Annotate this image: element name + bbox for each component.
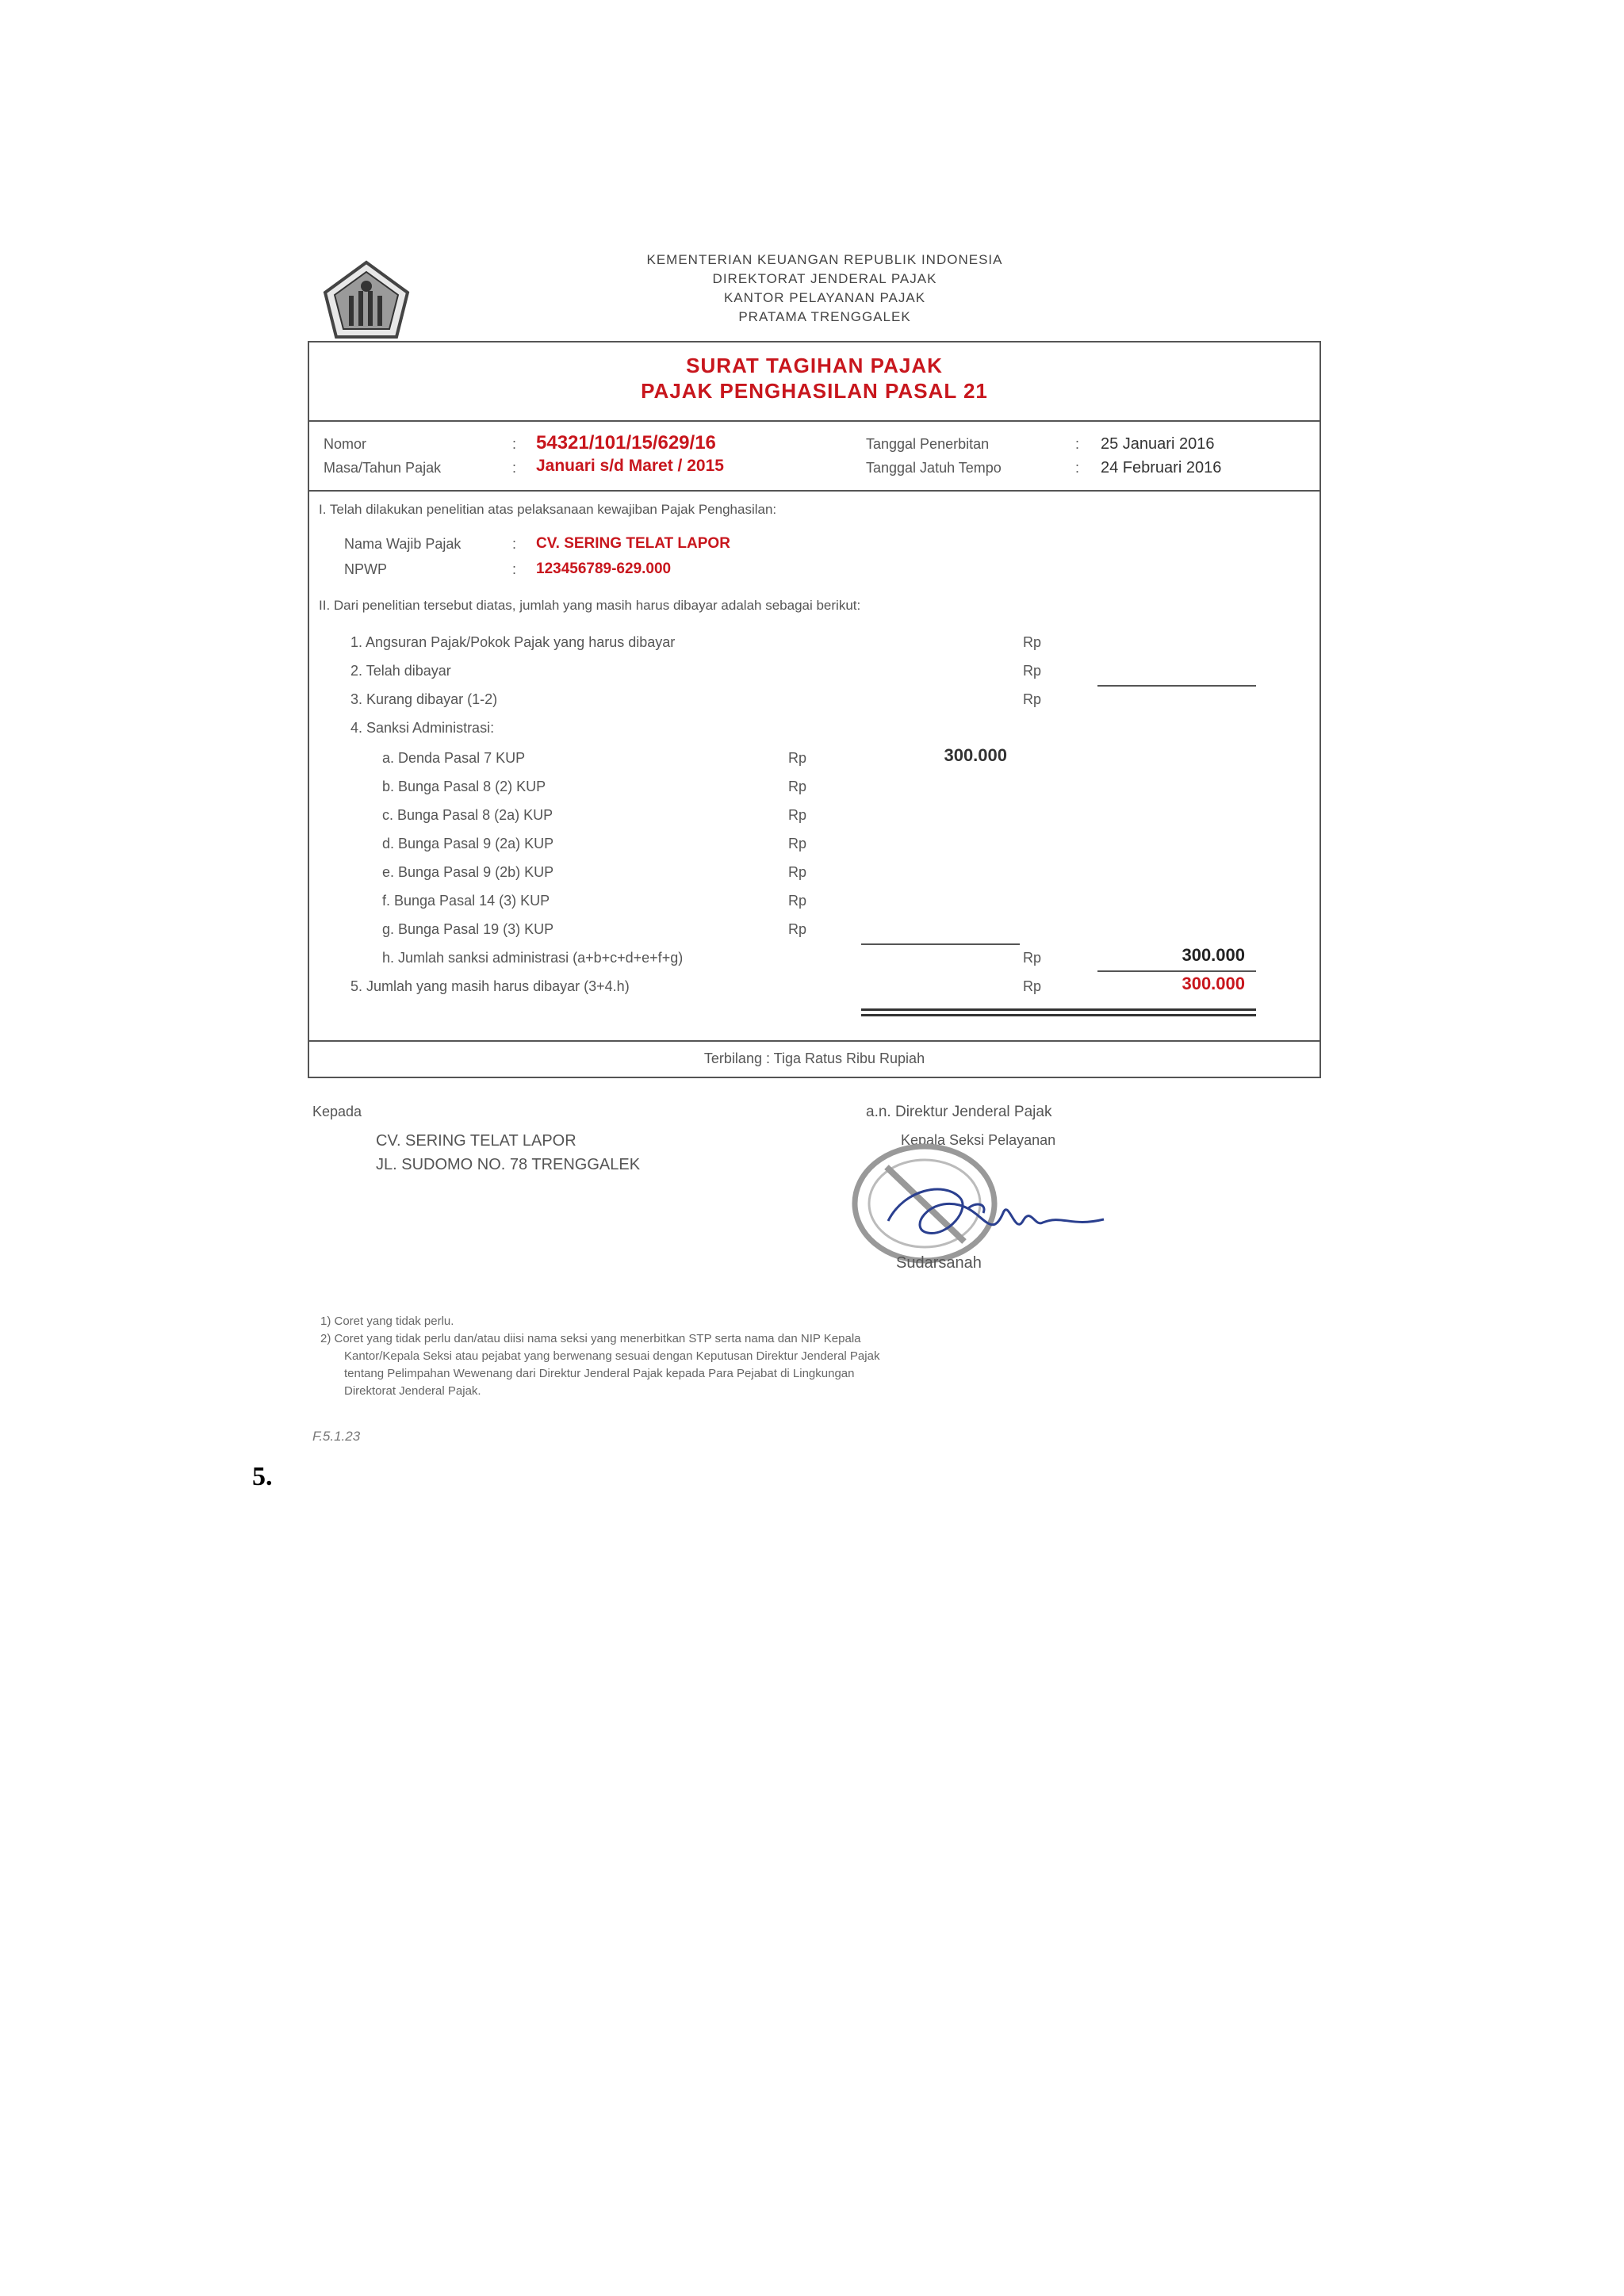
npwp-label: NPWP <box>344 561 387 577</box>
tgl-terbit-value: 25 Januari 2016 <box>1101 435 1215 453</box>
total-bayar-amount: 300.000 <box>1182 974 1245 993</box>
item-2: 2. Telah dibayar <box>350 663 451 679</box>
form-code: F.5.1.23 <box>312 1429 361 1444</box>
tgl-terbit-label: Tanggal Penerbitan <box>866 436 990 452</box>
colon: : <box>1075 436 1080 452</box>
colon: : <box>512 436 517 452</box>
item-4: 4. Sanksi Administrasi: <box>350 720 495 736</box>
currency-label: Rp <box>788 807 807 823</box>
signature-title: Kepala Seksi Pelayanan <box>901 1132 1056 1148</box>
document-title: SURAT TAGIHAN PAJAK <box>686 354 943 377</box>
double-underline <box>861 1014 1256 1016</box>
header-office: KANTOR PELAYANAN PAJAK <box>723 290 926 305</box>
item-4e: e. Bunga Pasal 9 (2b) KUP <box>382 864 554 880</box>
item-4h: h. Jumlah sanksi administrasi (a+b+c+d+e+f+g) <box>382 950 684 966</box>
currency-label: Rp <box>1023 634 1042 650</box>
section-2-intro: II. Dari penelitian tersebut diatas, jumlah yang masih harus dibayar adalah sebagai berikut: <box>319 598 861 613</box>
item-4g: g. Bunga Pasal 19 (3) KUP <box>382 921 554 937</box>
handwritten-signature-icon <box>872 1165 1110 1261</box>
item-4d: d. Bunga Pasal 9 (2a) KUP <box>382 836 554 851</box>
masa-value: Januari s/d Maret / 2015 <box>536 457 724 475</box>
footnote-2-cont: Direktorat Jenderal Pajak. <box>344 1384 481 1398</box>
currency-label: Rp <box>1023 978 1042 994</box>
item-4a: a. Denda Pasal 7 KUP <box>382 750 526 766</box>
signature-authority: a.n. Direktur Jenderal Pajak <box>866 1104 1052 1120</box>
colon: : <box>512 536 517 552</box>
currency-label: Rp <box>788 864 807 880</box>
recipient-name: CV. SERING TELAT LAPOR <box>376 1132 576 1150</box>
nomor-label: Nomor <box>324 436 367 452</box>
currency-label: Rp <box>788 779 807 794</box>
masa-label: Masa/Tahun Pajak <box>324 460 442 476</box>
header-directorate: DIREKTORAT JENDERAL PAJAK <box>712 271 937 286</box>
item-3: 3. Kurang dibayar (1-2) <box>350 691 498 707</box>
colon: : <box>1075 460 1080 476</box>
denda-amount: 300.000 <box>944 745 1007 765</box>
recipient-address: JL. SUDOMO NO. 78 TRENGGALEK <box>376 1156 641 1173</box>
subtotal-line <box>861 943 1020 945</box>
item-4c: c. Bunga Pasal 8 (2a) KUP <box>382 807 553 823</box>
currency-label: Rp <box>788 750 807 766</box>
currency-label: Rp <box>788 893 807 909</box>
divider <box>308 1040 1321 1042</box>
terbilang-text: Terbilang : Tiga Ratus Ribu Rupiah <box>703 1050 925 1066</box>
currency-label: Rp <box>788 921 807 937</box>
footnote-2: 2) Coret yang tidak perlu dan/atau diisi nama seksi yang menerbitkan STP serta nama dan NIP Kepala <box>320 1332 861 1345</box>
item-4b: b. Bunga Pasal 8 (2) KUP <box>382 779 546 794</box>
currency-label: Rp <box>1023 663 1042 679</box>
currency-label: Rp <box>1023 691 1042 707</box>
colon: : <box>512 561 517 577</box>
footnote-2-cont: tentang Pelimpahan Wewenang dari Direktur Jenderal Pajak kepada Para Pejabat di Lingkungan <box>344 1367 855 1380</box>
tgl-tempo-value: 24 Februari 2016 <box>1101 459 1222 476</box>
tgl-tempo-label: Tanggal Jatuh Tempo <box>866 460 1002 476</box>
footnote-1: 1) Coret yang tidak perlu. <box>320 1314 454 1328</box>
item-5: 5. Jumlah yang masih harus dibayar (3+4.h) <box>350 978 630 994</box>
double-underline <box>861 1008 1256 1011</box>
section-1-intro: I. Telah dilakukan penelitian atas pelaksanaan kewajiban Pajak Penghasilan: <box>319 502 777 517</box>
divider <box>308 490 1321 492</box>
colon: : <box>512 460 517 476</box>
total-sanksi-amount: 300.000 <box>1182 945 1245 965</box>
recipient-label: Kepada <box>312 1104 362 1119</box>
currency-label: Rp <box>788 836 807 851</box>
nama-wp-label: Nama Wajib Pajak <box>344 536 462 552</box>
divider <box>308 420 1321 422</box>
signatory-name: Sudarsanah <box>896 1254 982 1272</box>
currency-label: Rp <box>1023 950 1042 966</box>
nomor-value: 54321/101/15/629/16 <box>536 432 716 453</box>
page-marker: 5. <box>252 1462 273 1491</box>
header-ministry: KEMENTERIAN KEUANGAN REPUBLIK INDONESIA <box>646 252 1003 267</box>
subtotal-line <box>1097 685 1256 687</box>
nama-wp-value: CV. SERING TELAT LAPOR <box>536 535 730 552</box>
item-4f: f. Bunga Pasal 14 (3) KUP <box>382 893 550 909</box>
document-subtitle: PAJAK PENGHASILAN PASAL 21 <box>641 379 988 403</box>
footnote-2-cont: Kantor/Kepala Seksi atau pejabat yang berwenang sesuai dengan Keputusan Direktur Jenderal Pajak <box>344 1349 880 1363</box>
npwp-value: 123456789-629.000 <box>536 561 672 577</box>
item-1: 1. Angsuran Pajak/Pokok Pajak yang harus dibayar <box>350 634 676 650</box>
header-location: PRATAMA TRENGGALEK <box>738 309 911 324</box>
ministry-emblem-icon <box>319 258 414 341</box>
subtotal-line <box>1097 970 1256 972</box>
